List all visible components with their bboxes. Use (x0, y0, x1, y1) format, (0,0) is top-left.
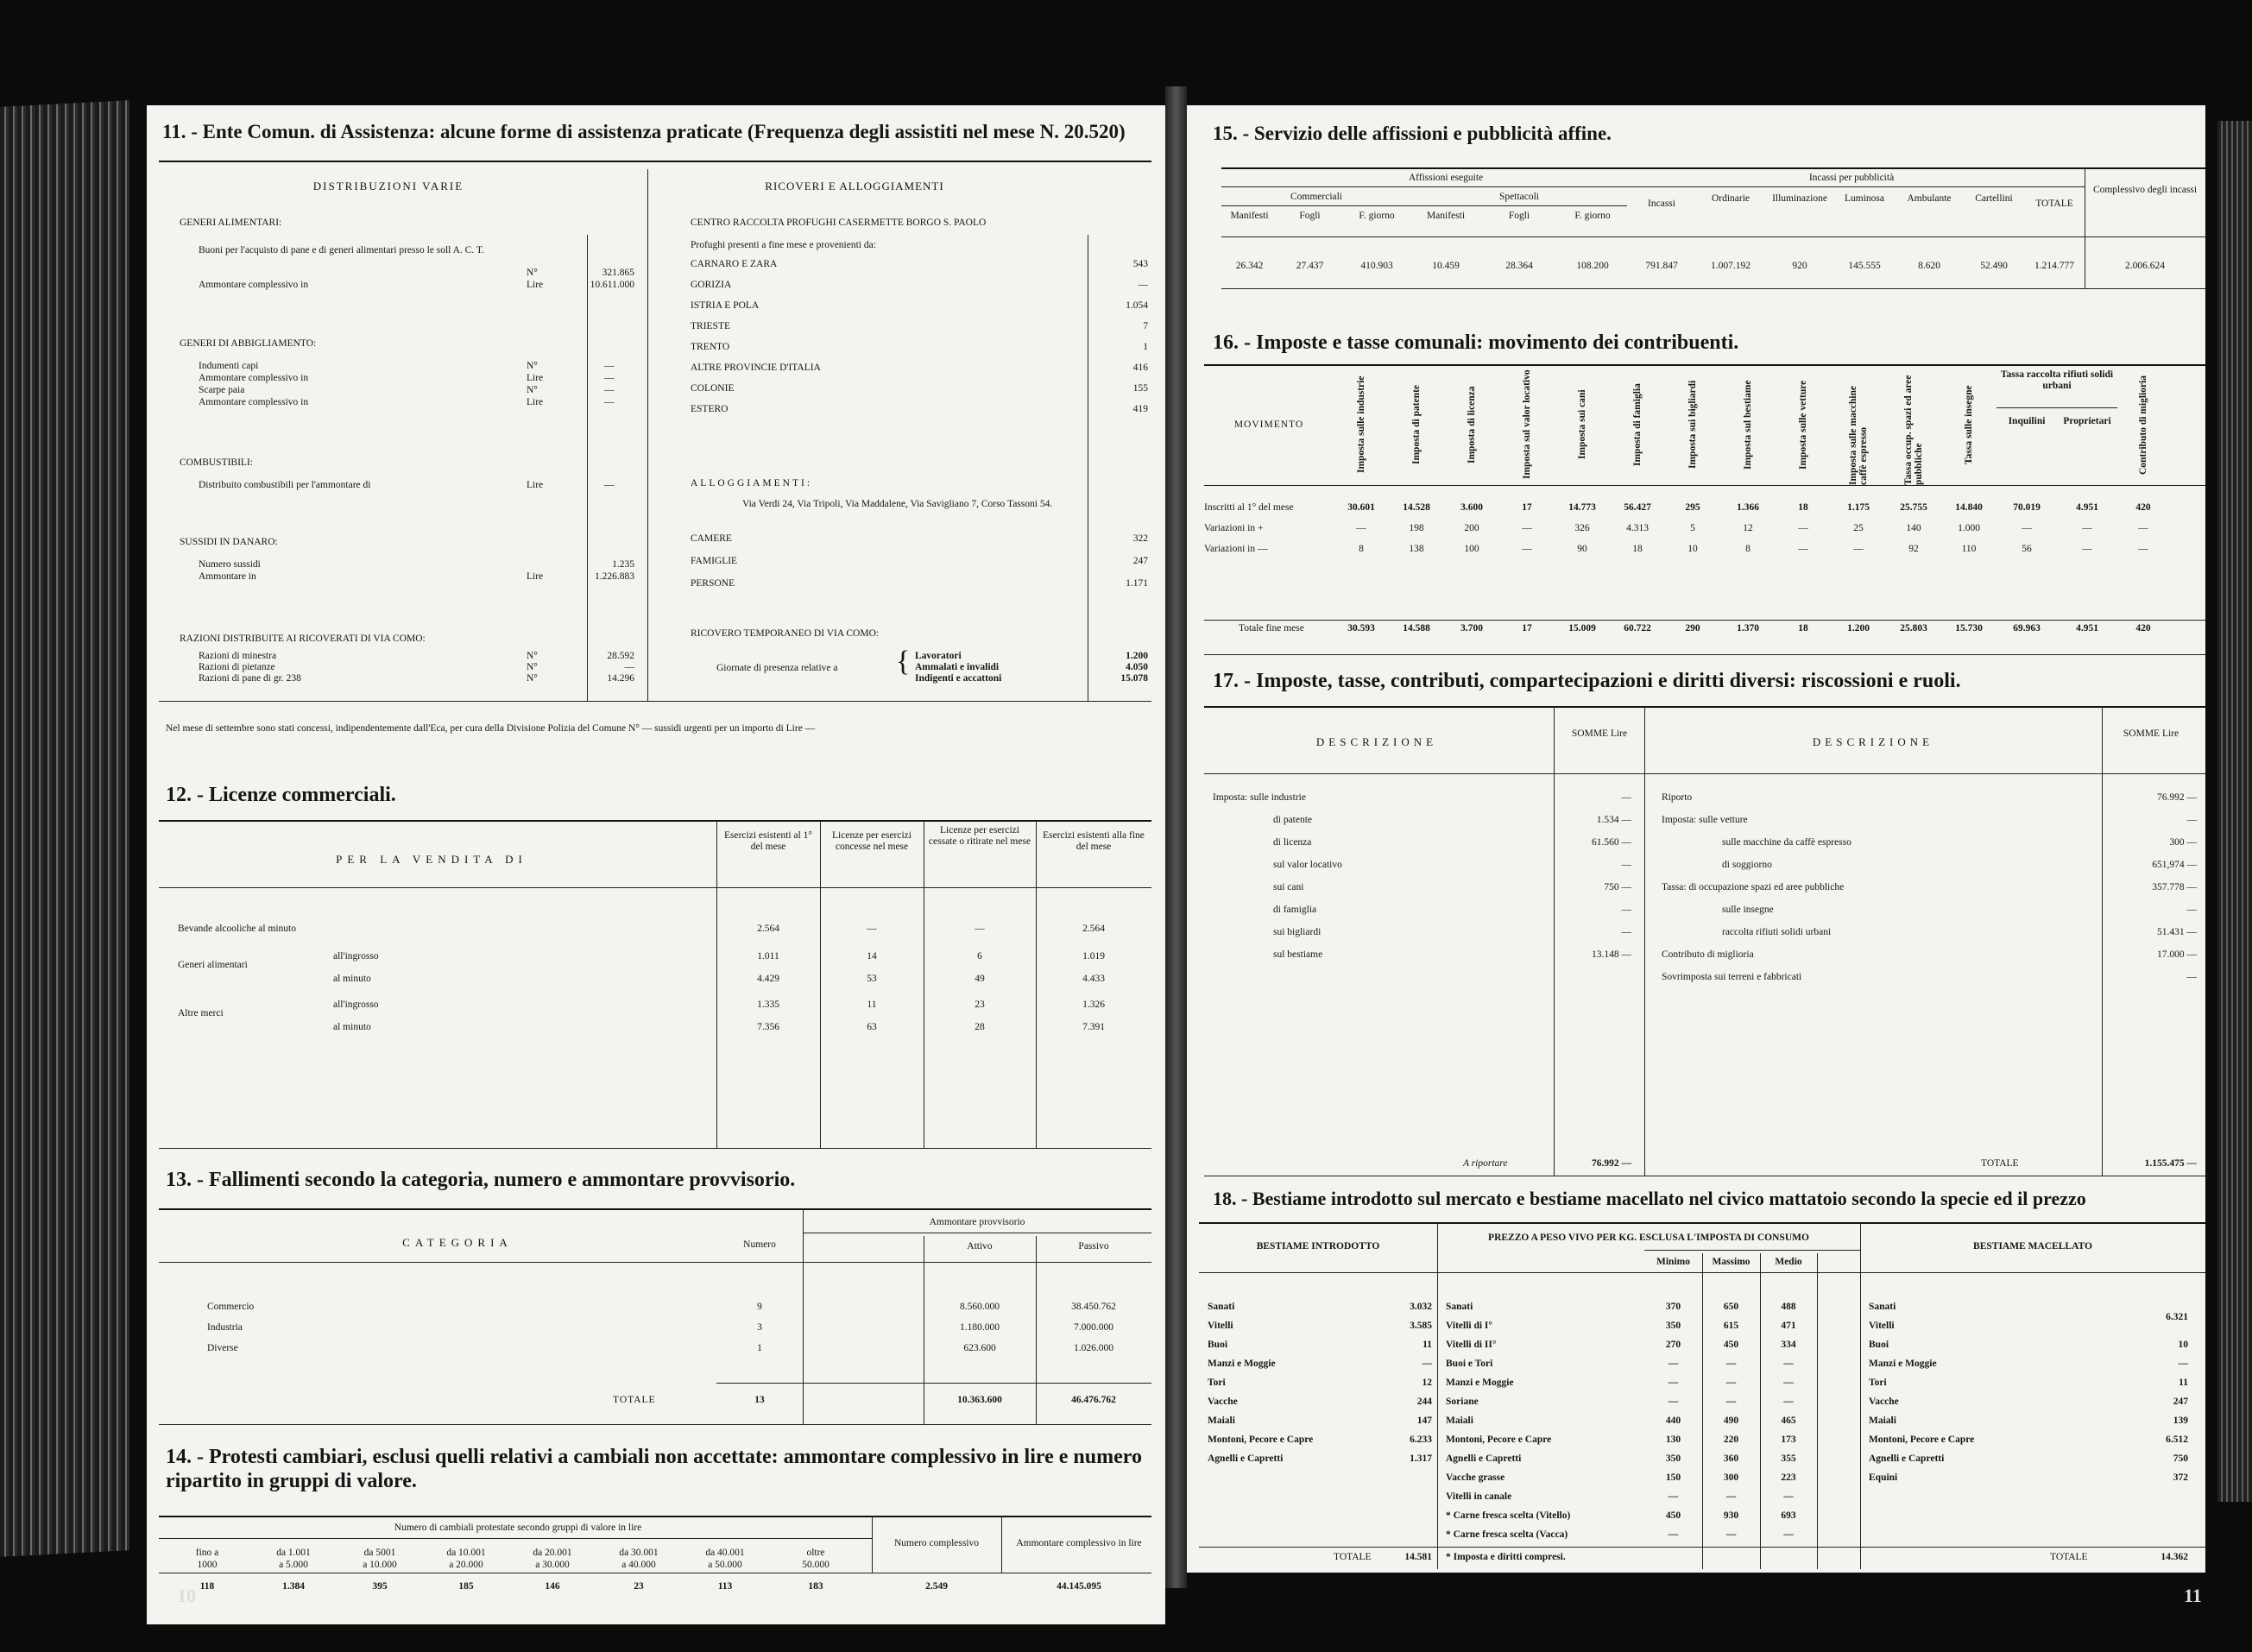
book-spine (0, 100, 129, 1557)
list-item: Indigenti e accattoni 15.078 (915, 673, 1148, 684)
table-row: Commercio 9 8.560.000 38.450.762 (207, 1302, 1116, 1312)
list-item: PERSONE 1.171 (691, 578, 1148, 589)
s18-header-min: Minimo (1656, 1257, 1690, 1267)
section-13-title: 13. - Fallimenti secondo la categoria, numero e ammontare provvisorio. (166, 1169, 796, 1191)
list-item: Ammalati e invalidi 4.050 (915, 662, 1148, 672)
col-right-header: RICOVERI E ALLOGGIAMENTI (765, 180, 944, 192)
s13-header-numero: Numero (743, 1239, 776, 1250)
list-item: Montoni, Pecore e Capre 6.233 (1208, 1434, 1432, 1445)
s14-header-ammontare: Ammontare complessivo in lire (1016, 1538, 1142, 1548)
s15-header-commerciali: Commerciali (1290, 192, 1343, 202)
g1-text2: Ammontare complessivo in (199, 280, 309, 290)
list-item: Buoi 10 (1869, 1340, 2188, 1350)
table-row: sui cani 750 — Tassa: di occupazione spazi ed aree pubbliche 357.778 — (1273, 882, 2197, 892)
s13-table (207, 1302, 1157, 1364)
s17-left-total-label: A riportare (1463, 1158, 1508, 1169)
table-row: Altre merci all'ingrosso 1.335 11 23 1.326 (178, 999, 1105, 1018)
section-14-title: 14. - Protesti cambiari, esclusi quelli relativi a cambiali non accettate: ammontare complessivo in lire e numero ripartito in gruppi di valore. (166, 1446, 1142, 1492)
s18-footnote: * Imposta e diritti compresi. (1446, 1552, 1566, 1562)
section-17-title: 17. - Imposte, tasse, contributi, compartecipazioni e diritti diversi: riscossioni e ruoli. (1213, 670, 1961, 692)
profughi-list (691, 259, 1157, 425)
table-row: Diverse 1 623.600 1.026.000 (207, 1343, 1113, 1353)
list-item: Maiali 440 490 465 (1446, 1416, 1796, 1426)
list-item: GORIZIA — (691, 280, 1148, 290)
g1-text: Buoni per l'acquisto di pane e di generi alimentari presso le soll A. C. T. (199, 245, 484, 255)
table-row: Sovrimposta sui terreni e fabbricati — (1662, 972, 2197, 982)
s13-header-passivo: Passivo (1078, 1241, 1109, 1252)
giornate-list (915, 651, 1157, 684)
s14-value: 185 (458, 1581, 474, 1592)
list-item: ESTERO 419 (691, 404, 1148, 414)
left-page: 11. - Ente Comun. di Assistenza: alcune forme di assistenza praticate (Frequenza degli assistiti nel mese N. 20.520) DISTRIBUZIONI VARIE RICOVERI E ALLOGGIAMENTI GENERI ALIMENTARI: Buoni per l'acquisto di pane e di generi alimentari presso le soll A. C. T. N° 321.865 Ammontare complessivo in Lire 10.611.000 GENERI DI ABBIGLIAMENTO: Indumenti capi N° — Ammontare complessivo in Lire — Scarpe paia N° — Ammontare complessivo in Lire — COMBUSTIBILI: Distribuito combustibili per l'ammontare di Lire — SUSSIDI IN DANARO: Numero sussidi 1.235 Ammontare in Lire 1.226.883 RAZIONI DISTRIBUITE AI RICOVERATI DI VIA COMO: Razioni di minestra N° 28.592 Razioni di pietanze N° — Razioni di pane di gr. 238 N° 14.296 CENTRO RACCOLTA PROFUGHI CASERMETTE BORGO S. PAOLO Profughi presenti a fine mese e provenienti da: CARNARO E ZARA 543 GORIZIA — ISTRIA E POLA 1.054 TRIESTE 7 TRENTO 1 ALTRE PROVINCIE D'ITALIA 416 COLONIE 155 ESTERO 419 ALLOGGIAMENTI: Via Verdi 24, Via Tripoli, Via Maddalene, Via Savigliano 7, Corso Tassoni 54. CAMERE 322 FAMIGLIE 247 PERSONE 1.171 RICOVERO TEMPORANEO DI VIA COMO: Giornate di presenza relative a { Lavoratori 1.200 Ammalati e invalidi 4.050 Indigenti e accattoni 15.078 Nel mese di settembre sono stati concessi, indipendentemente dall'Eca, per cura della Divisione Polizia del Comune N° — sussidi urgenti per un importo di Lire — 12. - Licenze commerciali. PER LA VENDITA DI Esercizi esistenti al 1° del mese Licenze per esercizi concesse nel mese Licenze per esercizi cessate o ritirate nel mese Esercizi esistenti alla fine del mese Bevande alcooliche al minuto 2.564 — — 2.564 Generi alimentari all'ingrosso 1.011 14 6 1.019 al minuto 4.429 53 49 4.433 Altre merci all'ingrosso 1.335 11 23 1.326 al minuto 7.356 63 28 7.391 13. - Fallimenti secondo la categoria, numero e ammontare provvisorio. CATEGORIA Numero Ammontare provvisorio Attivo Passivo Commercio 9 8.560.000 38.450.762 Industria 3 1.180.000 7.000.000 Diverse 1 623.600 1.026.000 TOTALE 13 10.363.600 46.476.762 14. - Protesti cambiari, esclusi quelli relativi a cambiali non accettate: ammontare complessivo in lire e numero ripartito in gruppi di valore. Numero di cambiali protestate secondo gruppi di valore in lire Numero complessivo Ammontare complessivo in lire fino a 1000 da 1.001 a 5.000 da 5001 a 10.000 da 10.001 a 20.000 da 20.001 a 30.000 da 30.001 a 40.000 da 40.001 a 50.000 oltre 50.000 118 1.384 395 185 146 23 113 183 2.549 44.145.095 (147, 105, 1165, 1624)
list-item: Vitelli 6.321 (1869, 1312, 2188, 1331)
section-18-title: 18. - Bestiame introdotto sul mercato e bestiame macellato nel civico mattatoio secondo la specie ed il prezzo (1213, 1188, 2086, 1209)
table-row: al minuto 4.429 53 49 4.433 (333, 974, 1105, 984)
table-row: Imposta: sulle industrie — Riporto 76.992 — (1213, 792, 2197, 803)
list-item: Lavoratori 1.200 (915, 651, 1148, 661)
g4-title: SUSSIDI IN DANARO: (180, 537, 278, 547)
s14-values-row (147, 1581, 1165, 1598)
s14-header-group: Numero di cambiali protestate secondo gruppi di valore in lire (394, 1523, 642, 1533)
list-item: Sanati (1869, 1302, 1896, 1312)
list-item: Montoni, Pecore e Capre 130 220 173 (1446, 1434, 1796, 1445)
right-page (1187, 105, 2205, 1573)
g3-title: COMBUSTIBILI: (180, 457, 253, 468)
g2-title: GENERI DI ABBIGLIAMENTO: (180, 338, 317, 349)
list-item: COLONIE 155 (691, 383, 1148, 394)
center-name: CENTRO RACCOLTA PROFUGHI CASERMETTE BORGO S. PAOLO (691, 218, 987, 228)
s15-header-incassi: Incassi per pubblicità (1808, 173, 1895, 183)
list-item: Manzi e Moggie — (1869, 1359, 2188, 1369)
list-item: Vacche grasse 150 300 223 (1446, 1472, 1796, 1483)
s18-total-intro: 14.581 (1404, 1552, 1432, 1562)
list-item: Buoi 11 (1208, 1340, 1432, 1350)
list-item: Razioni di minestra N° 28.592 (199, 651, 634, 661)
table-row: di famiglia — sulle insegne — (1273, 905, 2197, 915)
s14-value: 113 (717, 1581, 733, 1592)
g3-unit: Lire (527, 480, 544, 490)
s13-header-ammontare: Ammontare provvisorio (929, 1217, 1025, 1227)
s17-header-somme-right: SOMME Lire (2123, 728, 2179, 739)
s13-total-num: 13 (754, 1395, 765, 1405)
s13-header-attivo: Attivo (967, 1241, 993, 1252)
s13-total-att: 10.363.600 (957, 1395, 1002, 1405)
s12-table (178, 924, 1145, 1044)
list-item: Vacche 247 (1869, 1397, 2188, 1407)
list-item: Razioni di pietanze N° — (199, 662, 634, 672)
alloggiamenti-list (691, 533, 1157, 601)
s18-total-mac: 14.362 (2161, 1552, 2188, 1562)
s17-left-total: 76.992 — (1592, 1158, 1631, 1169)
list-item: Vitelli in canale — — — (1446, 1491, 1794, 1502)
s18-header-intro: BESTIAME INTRODOTTO (1256, 1241, 1380, 1252)
table-row: Variazioni in + — 198 200 — 326 4.313 5 12 — 25 140 1.000 — — — (1204, 523, 2148, 533)
table-row: sui bigliardi — raccolta rifiuti solidi urbani 51.431 — (1273, 927, 2197, 937)
g4-list (199, 559, 647, 583)
alloggiamenti-address: Via Verdi 24, Via Tripoli, Via Maddalene, Via Savigliano 7, Corso Tassoni 54. (742, 499, 1053, 509)
s14-col-headers: fino a 1000 da 1.001 a 5.000 da 5001 a 10.000 da 10.001 a 20.000 da 20.001 a 30.000 da 30.001 a 40.000 da 40.001 a 50.000 oltre 50.000 (195, 1548, 830, 1570)
g1-unit2: Lire (527, 280, 544, 290)
s14-value: 1.384 (282, 1581, 305, 1592)
list-item: CARNARO E ZARA 543 (691, 259, 1148, 269)
s12-header-2: Licenze per esercizi concesse nel mese (832, 830, 912, 852)
list-item: Agnelli e Capretti 1.317 (1208, 1453, 1432, 1464)
s13-total-pass: 46.476.762 (1071, 1395, 1116, 1405)
g2-list (199, 361, 647, 409)
s13-header-categoria: CATEGORIA (402, 1236, 513, 1249)
section-11-title: 11. - Ente Comun. di Assistenza: alcune forme di assistenza praticate (Frequenza degli assistiti nel mese N. 20.520) (162, 121, 1126, 142)
table-row: Generi alimentari all'ingrosso 1.011 14 6 1.019 (178, 951, 1105, 970)
table-row: Bevande alcooliche al minuto 2.564 — — 2.564 (178, 924, 1105, 934)
s14-value: 2.549 (925, 1581, 948, 1592)
list-item: * Carne fresca scelta (Vitello) 450 930 693 (1446, 1510, 1796, 1521)
list-item: Agnelli e Capretti 350 360 355 (1446, 1453, 1796, 1464)
s15-values-row: 26.342 27.437 410.903 10.459 28.364 108.200 791.847 1.007.192 920 145.555 8.620 52.490 1.214.777 2.006.624 (1235, 261, 2165, 271)
s15-sub-headers: Manifesti Fogli F. giorno Manifesti Fogli F. giorno Incassi Ordinarie Illuminazione Luminosa Ambulante Cartellini TOTALE Complessivo degli incassi (1230, 185, 2198, 221)
section-15-title: 15. - Servizio delle affissioni e pubblicità affine. (1213, 123, 1612, 144)
profughi-label: Profughi presenti a fine mese e provenienti da: (691, 240, 876, 250)
list-item: Scarpe paia N° — (199, 385, 615, 395)
section-12-title: 12. - Licenze commerciali. (166, 784, 396, 806)
s15-header-spettacoli: Spettacoli (1499, 192, 1539, 202)
s16-col-headers: Imposta sulle industrie Imposta di patente Imposta di licenza Imposta sul valor locativo Imposta sui cani Imposta di famiglia Imposta sui bigliardi Imposta sul bestiame Imposta sulle vetture Imposta sulle macchine caffè espresso Tassa occup. spazi ed aree pubbliche Tassa sulle insegne Tassa raccolta rifiuti solidi urbani Inquilini Proprietari Contributo di miglioria (1356, 369, 2148, 485)
table-row: Industria 3 1.180.000 7.000.000 (207, 1322, 1113, 1333)
g5-list (199, 651, 647, 684)
col-left-header: DISTRIBUZIONI VARIE (312, 180, 464, 192)
s14-value: 395 (372, 1581, 388, 1592)
s12-header-1: Esercizi esistenti al 1° del mese (724, 830, 812, 852)
list-item: Tori 11 (1869, 1378, 2188, 1388)
table-row: Totale fine mese 30.593 14.588 3.700 17 15.009 60.722 290 1.370 18 1.200 25.803 15.730 69.963 4.951 420 (1239, 623, 2151, 634)
table-row: di licenza 61.560 — sulle macchine da caffè espresso 300 — (1273, 837, 2197, 848)
s12-header-4: Esercizi esistenti alla fine del mese (1043, 830, 1145, 852)
list-item: Maiali 139 (1869, 1416, 2188, 1426)
left-page-number: 10 (177, 1585, 196, 1606)
book-edge (2217, 121, 2252, 1502)
list-item: Numero sussidi 1.235 (199, 559, 634, 570)
s12-header-3: Licenze per esercizi cessate o ritirate nel mese (928, 825, 1031, 847)
list-item: Montoni, Pecore e Capre 6.512 (1869, 1434, 2188, 1445)
s17-table (1213, 792, 2205, 994)
g5-title: RAZIONI DISTRIBUITE AI RICOVERATI DI VIA COMO: (180, 634, 426, 644)
s18-intro-list (1208, 1302, 1437, 1472)
list-item: Ammontare in Lire 1.226.883 (199, 571, 634, 582)
list-item: Vacche 244 (1208, 1397, 1432, 1407)
list-item: FAMIGLIE 247 (691, 556, 1148, 566)
g1-unit: N° (527, 268, 538, 278)
s16-header-movimento: MOVIMENTO (1233, 419, 1304, 430)
list-item: TRIESTE 7 (691, 321, 1148, 331)
table-row: al minuto 7.356 63 28 7.391 (333, 1022, 1105, 1032)
table-row: Variazioni in — 8 138 100 — 90 18 10 8 — — 92 110 56 — — (1204, 544, 2148, 554)
g1-value2: 10.611.000 (590, 280, 634, 290)
list-item: Manzi e Moggie — — — (1446, 1378, 1794, 1388)
s18-macellato-list (1869, 1302, 2205, 1491)
list-item: ALTRE PROVINCIE D'ITALIA 416 (691, 363, 1148, 373)
s17-right-total-label: TOTALE (1981, 1158, 2019, 1169)
s14-value: 23 (634, 1581, 644, 1592)
g3-text: Distribuito combustibili per l'ammontare di (199, 480, 371, 490)
s18-header-max: Massimo (1712, 1257, 1751, 1267)
list-item: * Carne fresca scelta (Vacca) — — — (1446, 1529, 1794, 1540)
g1-value: 321.865 (602, 268, 634, 278)
s12-header-main: PER LA VENDITA DI (336, 853, 527, 866)
s17-header-somme-left: SOMME Lire (1571, 728, 1628, 739)
list-item: CAMERE 322 (691, 533, 1148, 544)
list-item: TRENTO 1 (691, 342, 1148, 352)
s18-price-list (1446, 1302, 1860, 1548)
giornate-label: Giornate di presenza relative a (716, 663, 838, 673)
s17-header-desc-right: DESCRIZIONE (1812, 735, 1934, 748)
list-item: Ammontare complessivo in Lire — (199, 397, 615, 407)
s14-header-numero: Numero complessivo (893, 1538, 980, 1548)
s13-total-label: TOTALE (613, 1395, 656, 1405)
s14-value: 146 (545, 1581, 560, 1592)
list-item: Vitelli di I° 350 615 471 (1446, 1321, 1796, 1331)
list-item: Maiali 147 (1208, 1416, 1432, 1426)
g3-value: — (604, 480, 615, 490)
list-item: Razioni di pane di gr. 238 N° 14.296 (199, 673, 634, 684)
s15-header-affissioni: Affissioni eseguite (1408, 173, 1484, 183)
s17-right-total: 1.155.475 — (2144, 1158, 2197, 1169)
s14-value: 44.145.095 (1057, 1581, 1101, 1592)
s18-total-label-mac: TOTALE (2050, 1552, 2088, 1562)
g1-title: GENERI ALIMENTARI: (180, 218, 282, 228)
s18-header-med: Medio (1775, 1257, 1802, 1267)
s18-header-macellato: BESTIAME MACELLATO (1973, 1241, 2092, 1252)
table-row: di patente 1.534 — Imposta: sulle vetture — (1273, 815, 2197, 825)
list-item: Ammontare complessivo in Lire — (199, 373, 615, 383)
s16-total (1204, 623, 2205, 644)
page-gutter (1165, 86, 1187, 1588)
list-item: Vitelli 3.585 (1208, 1321, 1432, 1331)
list-item: ISTRIA E POLA 1.054 (691, 300, 1148, 311)
list-item: Manzi e Moggie — (1208, 1359, 1432, 1369)
list-item: Buoi e Tori — — — (1446, 1359, 1794, 1369)
list-item: Agnelli e Capretti 750 (1869, 1453, 2188, 1464)
s17-header-desc-left: DESCRIZIONE (1315, 735, 1438, 748)
list-item: Soriane — — — (1446, 1397, 1794, 1407)
table-row: sul valor locativo — di soggiorno 651,974 — (1273, 860, 2197, 870)
list-item: Indumenti capi N° — (199, 361, 615, 371)
right-page-number: 11 (2184, 1585, 2202, 1606)
list-item: Equini 372 (1869, 1472, 2188, 1483)
table-row: sul bestiame 13.148 — Contributo di miglioria 17.000 — (1273, 949, 2197, 960)
s14-value: 183 (808, 1581, 823, 1592)
list-item: Sanati 3.032 (1208, 1302, 1432, 1312)
list-item: Tori 12 (1208, 1378, 1432, 1388)
s18-total-label-intro: TOTALE (1334, 1552, 1372, 1562)
table-row: Inscritti al 1° del mese 30.601 14.528 3.600 17 14.773 56.427 295 1.366 18 1.175 25.755 14.840 70.019 4.951 420 (1204, 502, 2151, 513)
section-11-note: Nel mese di settembre sono stati concessi, indipendentemente dall'Eca, per cura della Divisione Polizia del Comune N° — sussidi urgenti per un importo di Lire — (166, 723, 816, 734)
list-item: Vitelli di II° 270 450 334 (1446, 1340, 1796, 1350)
ricovero-temp-label: RICOVERO TEMPORANEO DI VIA COMO: (691, 628, 880, 639)
section-16-title: 16. - Imposte e tasse comunali: movimento dei contribuenti. (1213, 331, 1739, 354)
s16-table (1204, 502, 2205, 564)
s18-header-prezzo: PREZZO A PESO VIVO PER KG. ESCLUSA L'IMPOSTA DI CONSUMO (1488, 1233, 1809, 1243)
alloggiamenti-label: ALLOGGIAMENTI: (691, 478, 813, 489)
s14-value: 118 (199, 1581, 215, 1592)
list-item: Sanati 370 650 488 (1446, 1302, 1796, 1312)
